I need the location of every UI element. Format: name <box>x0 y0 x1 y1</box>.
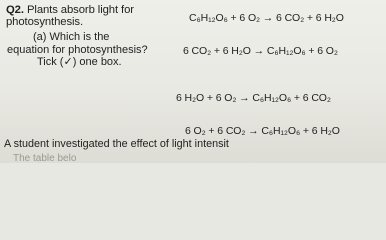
question-text <box>6 4 134 28</box>
footer-line-1: A student investigated the effect of light intensit <box>4 138 229 150</box>
instruction: Tick (✓) one box. <box>37 56 122 68</box>
equation-option-3[interactable]: 6 H₂O + 6 O₂ → C₆H₁₂O₆ + 6 CO₂ <box>176 92 331 104</box>
equation-option-2[interactable]: 6 CO₂ + 6 H₂O → C₆H₁₂O₆ + 6 O₂ <box>183 45 338 57</box>
question-line-2: photosynthesis. <box>6 16 83 28</box>
footer-line-2: The table belo <box>13 153 77 164</box>
part-label: (a) <box>33 31 47 43</box>
equation-option-1[interactable]: C₆H₁₂O₆ + 6 O₂ → 6 CO₂ + 6 H₂O <box>189 12 344 24</box>
question-line-1: Plants absorb light for <box>26 4 134 16</box>
part-text: Which is the <box>49 31 110 43</box>
question-part-a <box>33 31 109 43</box>
question-number: Q2. <box>6 4 24 16</box>
equation-option-4[interactable]: 6 O₂ + 6 CO₂ → C₆H₁₂O₆ + 6 H₂O <box>185 125 340 137</box>
part-text-line-2: equation for photosynthesis? <box>7 44 148 56</box>
